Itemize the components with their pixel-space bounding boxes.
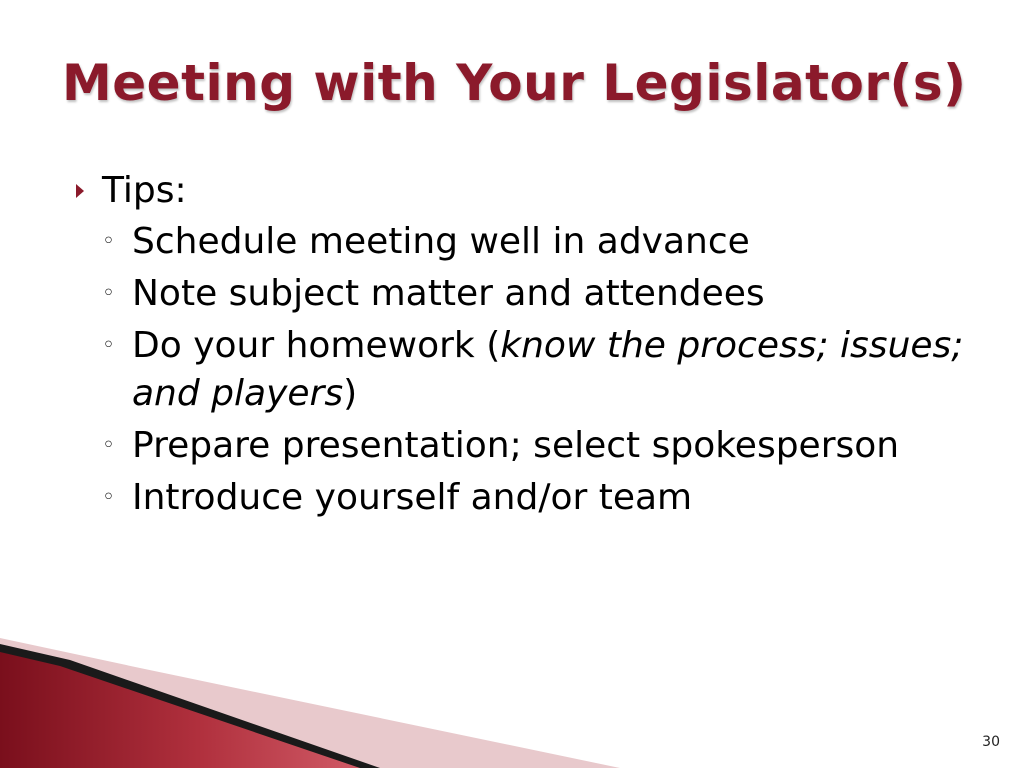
right-triangle-icon (76, 184, 84, 198)
bullet-level1-text: Tips: (102, 170, 187, 211)
list-item-text: Introduce yourself and/or team (132, 477, 693, 518)
list-item-text-plain: Do your homework ( (132, 325, 501, 366)
list-item (102, 422, 974, 470)
bullet-level1 (74, 168, 974, 214)
page-number: 30 (982, 734, 1000, 750)
list-item (102, 218, 974, 266)
decorative-swoosh (0, 638, 620, 768)
slide-title: Meeting with Your Legislator(s) (62, 54, 967, 112)
list-item-text: Prepare presentation; select spokesperson (132, 425, 900, 466)
sub-bullet-list (74, 218, 974, 522)
list-item (102, 322, 974, 418)
list-item-text (132, 322, 974, 418)
hollow-circle-icon: ◦ (102, 281, 115, 306)
list-item-text-italic: know the process; issues; and players (132, 325, 964, 414)
hollow-circle-icon: ◦ (102, 229, 115, 254)
list-item-text-plain-end: ) (343, 373, 358, 414)
hollow-circle-icon: ◦ (102, 333, 115, 358)
list-item (102, 474, 974, 522)
list-item-text: Schedule meeting well in advance (132, 221, 750, 262)
hollow-circle-icon: ◦ (102, 433, 115, 458)
hollow-circle-icon: ◦ (102, 485, 115, 510)
list-item (102, 270, 974, 318)
slide-content (74, 168, 974, 526)
list-item-text: Note subject matter and attendees (132, 273, 765, 314)
